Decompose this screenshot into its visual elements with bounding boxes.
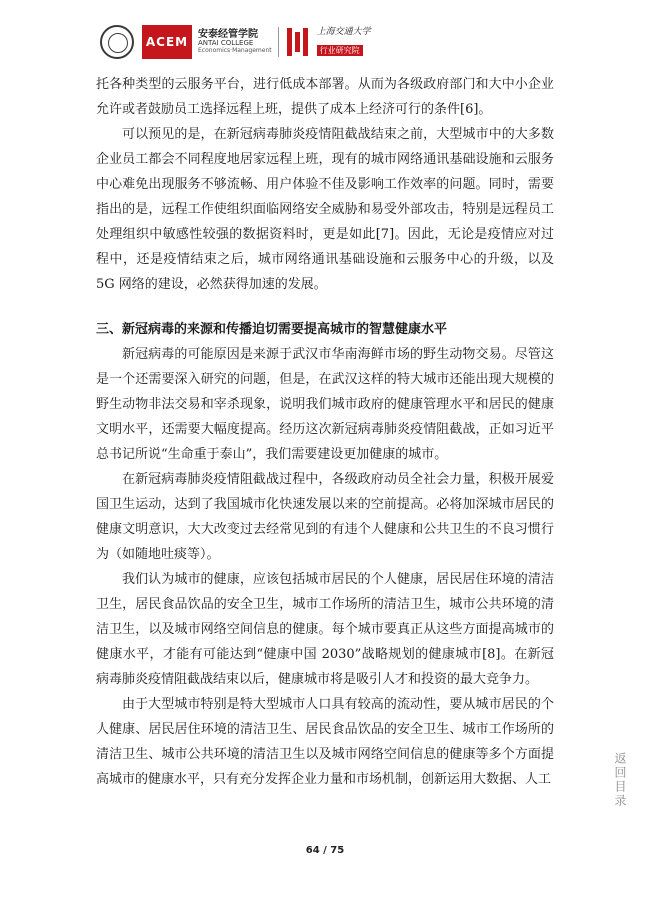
- page-number: 64 / 75: [305, 845, 345, 856]
- college-name-en-sub: Economics·Management: [198, 47, 272, 55]
- college-name-cn: 安泰经管学院: [198, 29, 258, 41]
- college-name: [198, 29, 272, 54]
- college-name-en: ANTAI COLLEGE: [198, 39, 254, 48]
- document-body: [96, 72, 554, 792]
- section-heading: 三、新冠病毒的来源和传播迫切需要提高城市的智慧健康水平: [96, 322, 448, 337]
- think-tank-name: 行业研究院: [317, 45, 363, 57]
- header-divider: [278, 27, 279, 57]
- page-header: [100, 18, 371, 66]
- paragraph: 由于大型城市特别是特大型城市人口具有较高的流动性，要从城市居民的个人健康、居民居住环境的清洁卫生、居民食品饮品的安全卫生、城市工作场所的清洁卫生、城市公共环境的清洁卫生以及城市网络空间信息的健康等多个方面提高城市的健康水平，只有充分发挥企业力量和市场机制，创新运用大数据、人工: [96, 697, 554, 787]
- back-to-toc-link[interactable]: 返回目录: [613, 752, 627, 808]
- think-tank-logo-icon: [285, 28, 311, 56]
- paragraph: 新冠病毒的可能原因是来源于武汉市华南海鲜市场的野生动物交易。尽管这是一个还需要深入研究的问题，但是，在武汉这样的特大城市还能出现大规模的野生动物非法交易和宰杀现象，说明我们城市政府的健康管理水平和居民的健康文明水平，还需要大幅度提高。经历这次新冠病毒肺炎疫情阻截战，正如习近平总书记所说“生命重于泰山”，我们需要建设更加健康的城市。: [96, 347, 554, 462]
- paragraph: 托各种类型的云服务平台，进行低成本部署。从而为各级政府部门和大中小企业允许或者鼓励员工选择远程上班，提供了成本上经济可行的条件[6]。: [96, 77, 554, 117]
- institute-name: [317, 27, 371, 57]
- paragraph: 在新冠病毒肺炎疫情阻截战过程中，各级政府动员全社会力量，积极开展爱国卫生运动，达到了我国城市化快速发展以来的空前提高。必将加深城市居民的健康文明意识，大大改变过去经常见到的有违个人健康和公共卫生的不良习惯行为（如随地吐痰等）。: [96, 472, 554, 562]
- paragraph: 我们认为城市的健康，应该包括城市居民的个人健康，居民居住环境的清洁卫生，居民食品饮品的安全卫生，城市工作场所的清洁卫生，城市公共环境的清洁卫生，以及城市网络空间信息的健康。每个城市要真正从这些方面提高城市的健康水平，才能有可能达到“健康中国 2030”战略规划的健康城市[8]。在新冠病毒肺炎疫情阻截战结束以后，健康城市将是吸引人才和投资的最大竞争力。: [96, 572, 554, 687]
- university-name: 上海交通大学: [316, 27, 371, 37]
- paragraph: 可以预见的是，在新冠病毒肺炎疫情阻截战结束之前，大型城市中的大多数企业员工都会不同程度地居家远程上班，现有的城市网络通讯基础设施和云服务中心难免出现服务不够流畅、用户体验不佳及影响工作效率的问题。同时，需要指出的是，远程工作使组织面临网络安全威胁和易受外部攻击，特别是远程员工处理组织中敏感性较强的数据资料时，更是如此[7]。因此，无论是疫情应对过程中，还是疫情结束之后，城市网络通讯基础设施和云服务中心的升级，以及 5G 网络的建设，必然获得加速的发展。: [96, 127, 554, 292]
- university-seal-icon: [100, 25, 134, 59]
- acem-logo: ACEM: [142, 25, 192, 59]
